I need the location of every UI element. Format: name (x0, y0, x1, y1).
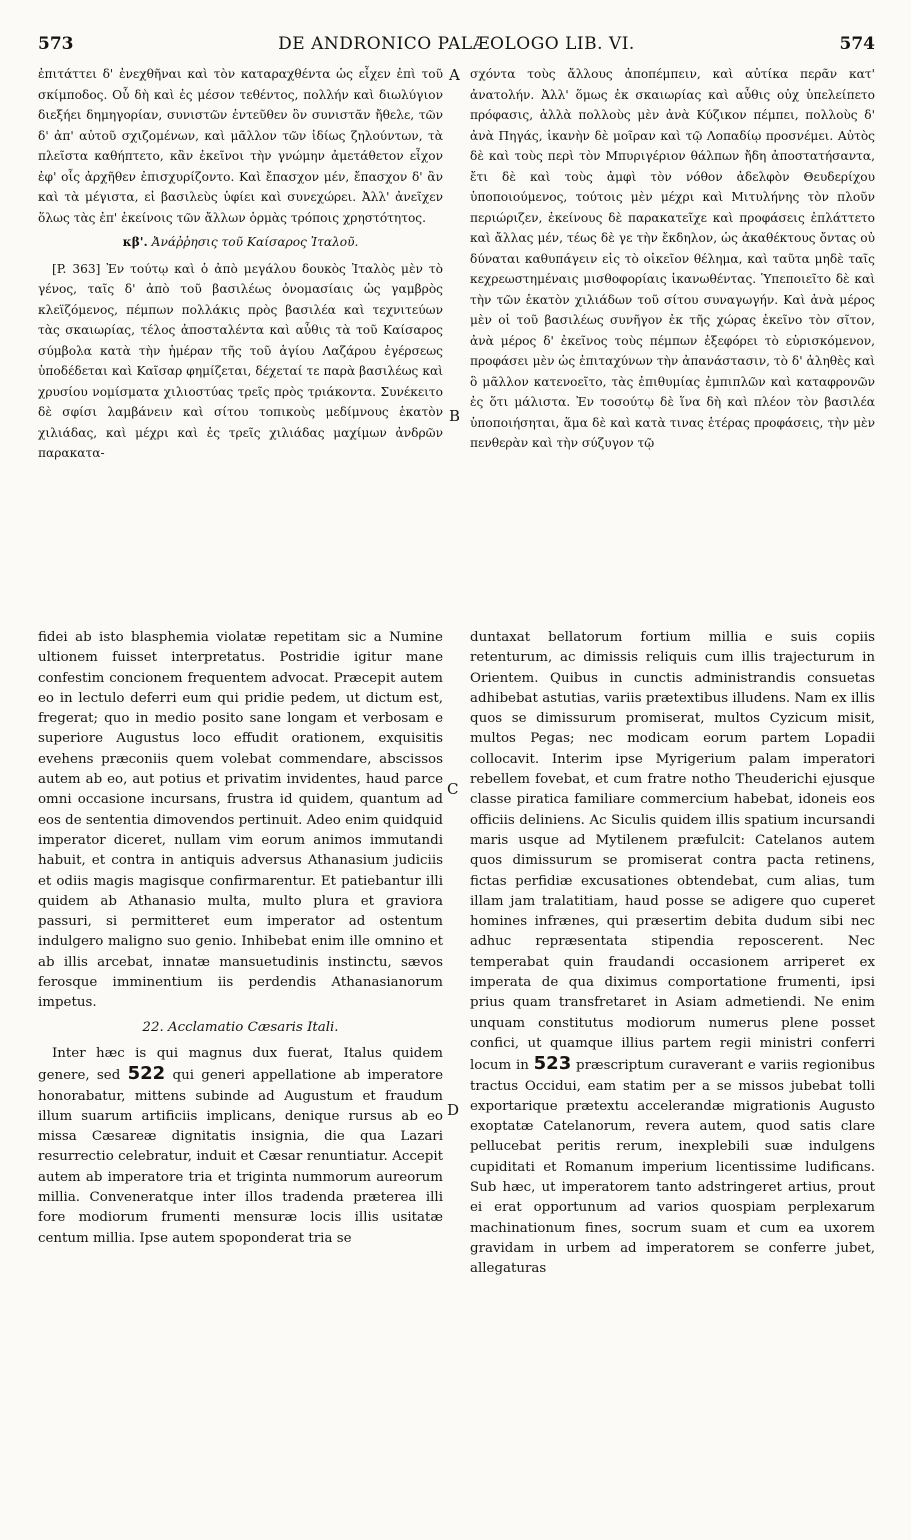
margin-letter-d: D (447, 1101, 460, 1119)
margin-letter-b: B (449, 407, 461, 425)
latin-text: qui generi appellatione ab imperatore honorabatur, mittens subinde ad Augustum et fraudum illum suarum artificiis implicans, denique rursus ab eo missa Cæsareæ dignitatis insignia, die qua Lazari resurrectio celebratur, induit et Cæsar renuntiatur. Accepit autem ab imperatore tria et triginta nummorum aureorum millia. Conveneratque inter illos tradenda præterea illi fore modiorum frumenti mensuræ locis illis usitatæ centum millia. Ipse autem spoponderat tria se (38, 1068, 443, 1246)
greek-paragraph: ἐπιτάττει δ' ἐνεχθῆναι καὶ τὸν καταραχθέντα ὡς εἶχεν ἐπὶ τοῦ σκίμποδος. Οὗ δὴ καὶ ἐς μέσον τεθέντος, πολλήν καὶ διωλύγιον διεξήει δημηγορίαν, συνιστῶν ἐντεῦθεν ὃν συνιστᾶν ἤθελε, τῶν δ' ἀπ' αὐτοῦ σχιζομένων, καὶ μᾶλλον τῶν ἰδίως ζηλούντων, τὰ πλεῖστα καθήπτετο, κἂν ἐκεῖνοι τὴν γνώμην ἀμετάθετον εἶχον ἐφ' οἷς ἀρχῆθεν ἐπισχυρίζοντο. Καὶ ἔπασχον μέν, ἔπασχον δ' ἂν καὶ τὰ μέγιστα, εἰ βασιλεὺς ὑφίει καὶ συνεχώρει. Ἀλλ' ἀνεῖχεν ὅλως τὰς ἐπ' ἐκείνοις τῶν ἄλλων ὁρμὰς τρόποις χρηστότητος. (38, 67, 443, 225)
greek-paragraph: [P. 363] Ἐν τούτῳ καὶ ὁ ἀπὸ μεγάλου δουκὸς Ἰταλὸς μὲν τὸ γένος, ταῖς δ' ἀπὸ τοῦ βασιλέως ὀνομασίαις ὡς γαμβρὸς κλεϊζόμενος, πέμπων πολλάκις πρὸς βασιλέα καὶ τεχνιτεύων τὰς σκαιωρίας, τέλος ἀποσταλέντα καὶ αὖθις τὰ τοῦ Καίσαρος σύμβολα κατὰ τὴν ἡμέραν τῆς τοῦ ἁγίου Λαζάρου ἐγέρσεως ὑποδέδεται καὶ Καῖσαρ φημίζεται, δέχεταί τε παρὰ βασιλέως καὶ χρυσίου νομίσματα χιλιοστύας τρεῖς πρὸς τριάκοντα. Συνέκειτο δὲ σφίσι λαμβάνειν καὶ σίτου τοπικοὺς μεδίμνους ἑκατὸν χιλιάδας, καὶ μέχρι καὶ ἐς τρεῖς χιλιάδας μαχίμων ἀνδρῶν παρακατα- (38, 261, 443, 460)
latin-paragraph: fidei ab isto blasphemia violatæ repetitam sic a Numine ultionem fuisset interpretatus. Postridie igitur mane confestim concionem frequentem advocat. Præcepit autem eo in lectulo deferri eum qui pridie pedem, ut dictum est, fregerat; quo in medio posito sane longam et verbosam e superiore Augustus loco effudit orationem, exquisitis evehens præconiis quem volebat commendare, abscissos autem ab eo, aut potius et privatim invidentes, haud parce omni occasione incursans, frustra id quidem, quantum ad eos de sententia dimovendos pertinuit. Adeo enim quidquid imperator diceret, nullam vim eorum animos immutandi habuit, et contra in antiquis adversus Athanasium judiciis et odiis magis magisque confirmarentur. Et patiebantur illi quidem ab Athanasio multa, multo plura et graviora passuri, si permitteret eum imperator ad ostentum indulgero maligno suo genio. Inhibebat enim ille omnino et ab illis arcebat, innatæ mansuetudinis instinctu, sævos ferosque imminentium iis perdendis Athanasianorum impetus. (38, 630, 443, 1011)
left-page-number: 573 (38, 34, 74, 54)
greek-column-right (470, 64, 875, 454)
latin-text: Inter hæc is qui magnus dux fuerat, Italus quidem genere, sed (38, 1045, 443, 1084)
right-page-number: 574 (839, 34, 875, 54)
chapter-title: Ἀνάῤῥησις τοῦ Καίσαρος Ἰταλοῦ. (151, 235, 359, 249)
latin-paragraph (38, 1044, 443, 1249)
latin-text: præscriptum curaverant e variis regionibus tractus Occidui, eam statim per a se missos jubebat tolli exportarique prætextu accelerandæ migrationis Augusto exoptatæ Catelanorum, revera autem, quod satis clare pellucebat peritis rerum, inexplebili suæ indulgens cupiditati et Romanum imperium licentissime ludificans. Sub hæc, ut imperatorem tanto adstringeret artius, prout ei erat opportunum ad varios quospiam perplexarum machinationum fines, socrum suam et cum ea uxorem gravidam in urbem ad imperatorem se conferre jubet, allegaturas (470, 1058, 875, 1277)
chapter-heading-latin: 22. Acclamatio Cæsaris Itali. (142, 1019, 339, 1035)
latin-text: duntaxat bellatorum fortium millia e suis copiis retenturum, ac dimissis reliquis cum illis trajecturum in Orientem. Quibus in cunctis administrandis consuetas adhibebat astutias, variis prætextibus illudens. Nam ex illis quos se dimissurum promiserat, multos Cyzicum misit, multos Pegas; nec modicam eorum partem Lopadii collocavit. Interim ipse Myrigerium palam imperatori rebellem fovebat, et cum fratre notho Theuderichi ejusque classe piratica familiare commercium habebat, idoneis eos officiis deliniens. Ac Siculis quidem illis spatium incursandi maris usque ad Mytilenem præfulcit: Catelanos autem quos dimissurum se promiserat contra pacta retinens, fictas perfidiæ excusationes obtendebat, cum alias, tum illam jam tralatitiam, haud posse se adigere quo cuperet homines infrænes, qui præsertim debita dudum sibi nec adhuc repræsentata stipendia reposcerent. Nec temperabat quin fraudandi occasionem arriperet ex imperata de qua diximus comportatione frumenti, ipsi prius quam transfretaret in Asiam admetiendi. Ne enim unquam constitutus modiorum numerus plene posset confici, ut quamque illius partem regii ministri conferri locum in (470, 630, 875, 1074)
margin-letter-c: C (447, 780, 459, 798)
greek-column-left (38, 64, 443, 464)
running-title: DE ANDRONICO PALÆOLOGO LIB. VI. (278, 34, 635, 54)
edition-page-number: 523 (533, 1053, 572, 1075)
edition-page-number: 522 (127, 1063, 166, 1085)
latin-paragraph (470, 628, 875, 1280)
margin-letter-a: A (449, 66, 460, 84)
greek-paragraph: σχόντα τοὺς ἄλλους ἀποπέμπειν, καὶ αὐτίκα περᾶν κατ' ἀνατολήν. Ἀλλ' ὅμως ἐκ σκαιωρίας καὶ αὖθις οὐχ ὑπελείπετο πρόφασις, ἀλλὰ πολλοὺς μὲν ἀνὰ Κύζικον πέμπει, πολλοὺς δ' ἀνὰ Πηγάς, ἱκανὴν δὲ μοῖραν καὶ τῷ Λοπαδίῳ προσνέμει. Αὐτὸς δὲ καὶ τοὺς περὶ τὸν Μπυριγέριον θάλπων ἤδη ἀποστατήσαντα, ἔτι δὲ καὶ τοὺς ἀμφὶ τὸν νόθον ἀδελφὸν Θευδερίχου ὑποποιούμενος, τούτοις μὲν μέχρι καὶ Μιτυλήνης τὸν πλοῦν περιώριζεν, ἐκείνους δὲ παρακατεῖχε καὶ προφάσεις ἐπλάττετο καὶ ἄλλας μέν, τέως δὲ γε τὴν ἔκδηλον, ὡς ἀκαθέκτους ὄντας οὐ δύναται καθυπάγειν εἰς τὸ οἰκεῖον θέλημα, καὶ ταῦτα μηδὲ ταῖς κεχρεωστημέναις μισθοφορίαις ἱκανωθέντας. Ὑπεποιεῖτο δὲ καὶ τὴν τῶν ἑκατὸν χιλιάδων τοῦ σίτου συναγωγήν. Καὶ ἀνὰ μέρος μὲν οἱ τοῦ βασιλέως συνῆγον ἐκ τῆς χώρας ἐκεῖνο τὸν σῖτον, ἀνὰ μέρος δ' ἐκεῖνος τοὺς πέμπων ἐξεφόρει τὸ εὑρισκόμενον, προφάσει μὲν ὡς ἐπιταχύνων τὴν ἀπανάστασιν, τὸ δ' ἀληθὲς καὶ ὃ μᾶλλον κατενοεῖτο, τὰς ἐπιθυμίας ἐμπιπλῶν καὶ καταφρονῶν ἐς ὅτι μάλιστα. Ἐν τοσούτῳ δὲ ἵνα δὴ καὶ πλέον τὸν βασιλέα ὑποποιήσηται, ἅμα δὲ καὶ κατὰ τινας ἑτέρας προφάσεις, τὴν μὲν πενθερὰν καὶ τὴν σύζυγον τῷ (470, 67, 875, 450)
running-header (38, 34, 875, 56)
chapter-heading-greek (38, 232, 443, 253)
latin-column-right (470, 628, 875, 1280)
latin-column-left (38, 628, 443, 1249)
chapter-number: κβ'. (122, 235, 148, 249)
